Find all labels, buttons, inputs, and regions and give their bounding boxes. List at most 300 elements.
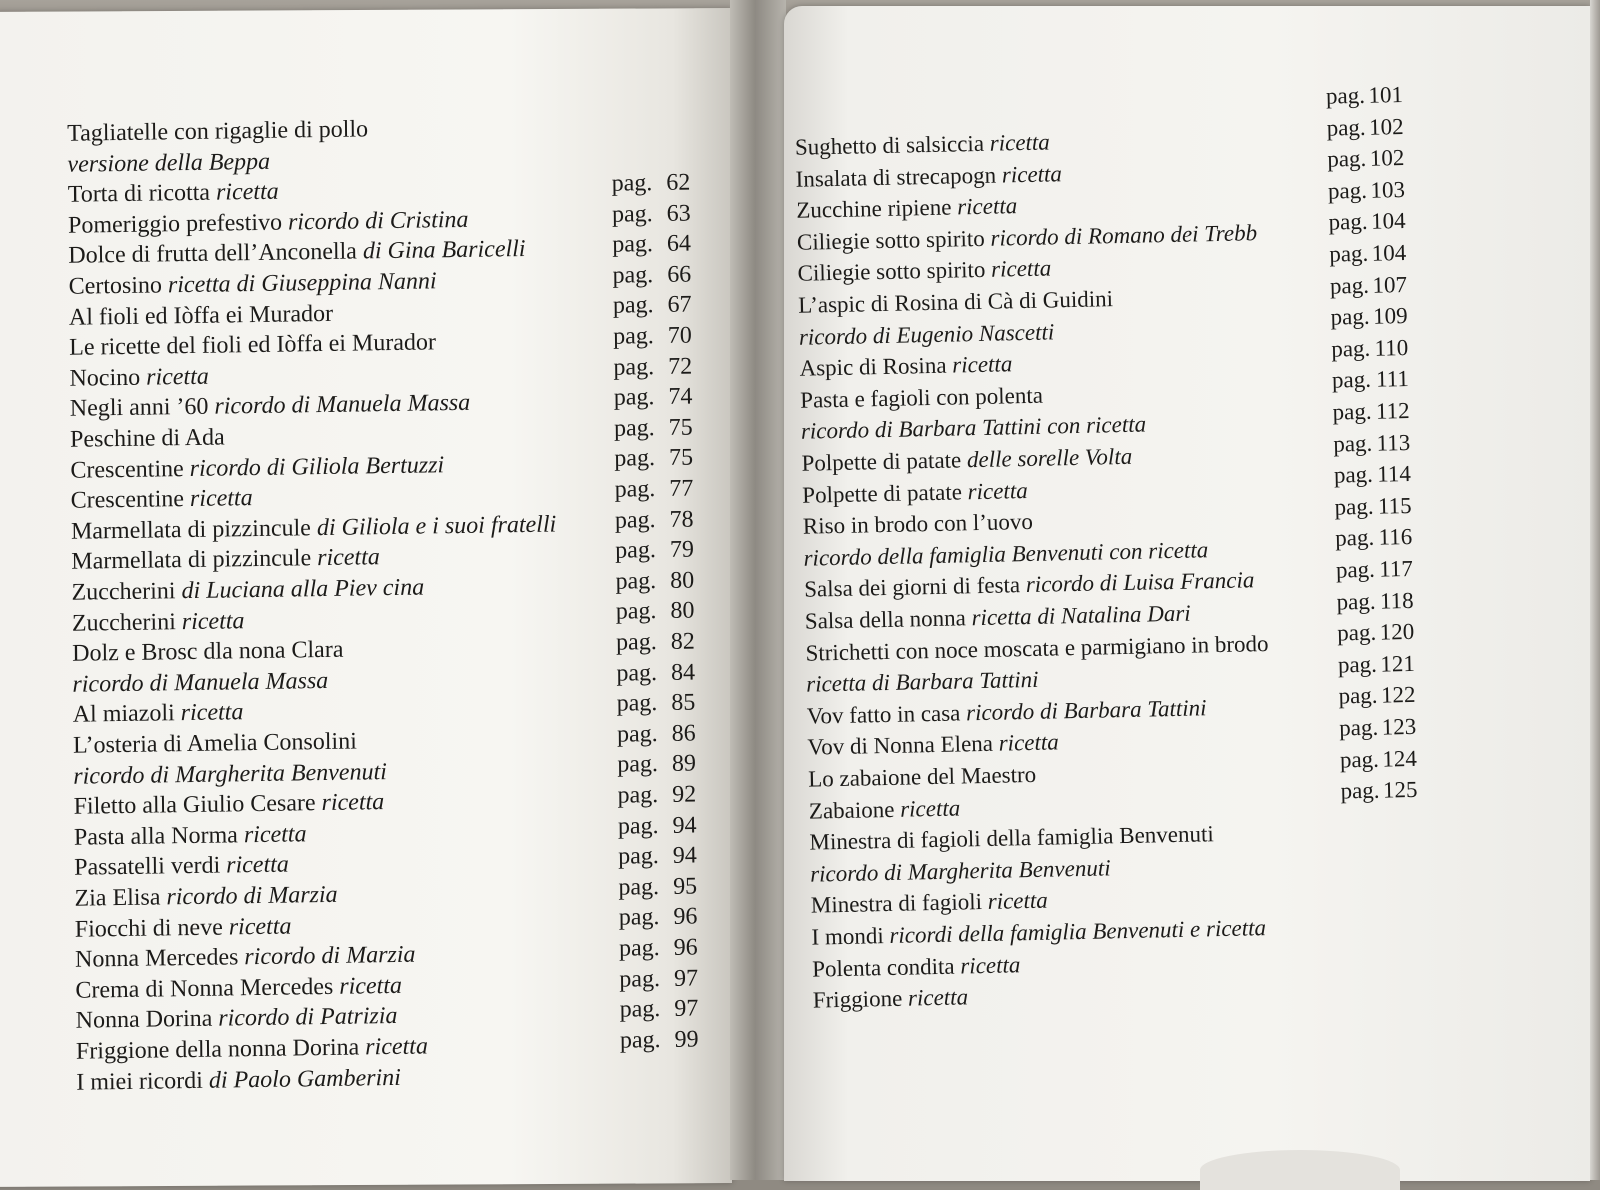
page-value: 97	[674, 995, 699, 1023]
toc-entry	[797, 219, 1258, 256]
entry-title: Zuccherini	[71, 578, 182, 606]
page-label: pag.	[617, 812, 659, 840]
toc-entry	[76, 1064, 401, 1096]
entry-subtitle: ricordo di Cristina	[287, 206, 469, 236]
page-label: pag.	[613, 384, 655, 411]
entry-title: Nocino	[69, 364, 147, 392]
page-label: pag.	[619, 996, 661, 1023]
entry-subtitle: ricordi della famiglia Benvenuti e ricetta	[889, 915, 1267, 948]
page-value: 101	[1368, 82, 1404, 108]
page-value: 92	[672, 781, 697, 808]
entry-title: Salsa dei giorni di festa	[803, 572, 1027, 603]
entry-title: Polenta condita	[811, 953, 961, 982]
toc-entry	[805, 630, 1269, 667]
page-value: 72	[668, 353, 693, 380]
page-number	[612, 170, 691, 198]
page-number	[1334, 460, 1412, 489]
page-value: 63	[666, 200, 691, 227]
entry-subtitle: ricetta di Barbara Tattini	[805, 667, 1039, 697]
page-value: 117	[1378, 555, 1414, 582]
entry-subtitle: ricetta	[365, 1033, 429, 1061]
page-value: 107	[1372, 271, 1408, 298]
page-label: pag.	[618, 873, 660, 901]
entry-title: Al miazoli	[72, 700, 181, 729]
entry-title: Filetto alla Giulio Cesare	[73, 790, 322, 820]
toc-entry	[69, 300, 333, 331]
toc-entry	[76, 1003, 398, 1035]
entry-title: Passatelli verdi	[74, 852, 227, 882]
page-value: 102	[1369, 145, 1405, 171]
page-number	[613, 323, 692, 351]
page-value: 78	[669, 506, 694, 533]
page-number	[1335, 523, 1413, 552]
entry-subtitle: ricetta	[998, 729, 1060, 757]
entry-subtitle: ricetta	[339, 972, 403, 1000]
entry-title: Negli anni ’60	[69, 394, 215, 423]
page-value: 111	[1375, 366, 1410, 393]
entry-subtitle: ricetta	[181, 607, 245, 635]
page-label: pag.	[1334, 493, 1374, 520]
page-label: pag.	[612, 292, 654, 320]
entry-title: Torta di ricotta	[67, 179, 217, 208]
entry-subtitle: di Gina Baricelli	[362, 236, 526, 265]
entry-title: I miei ricordi	[76, 1067, 210, 1096]
page-value: 85	[671, 689, 696, 717]
page-value: 104	[1370, 208, 1406, 235]
toc-entry	[804, 567, 1255, 603]
page-number	[615, 476, 694, 504]
page-label: pag.	[616, 659, 658, 687]
entry-subtitle: ricetta	[907, 984, 969, 1011]
entry-title: Aspic di Rosina	[799, 352, 953, 381]
toc-entry	[70, 390, 471, 423]
page-number	[1340, 776, 1418, 805]
toc-entry	[803, 508, 1034, 540]
page-label: pag.	[615, 537, 657, 564]
entry-title: Friggione della nonna Dorina	[75, 1034, 366, 1065]
entry-title: Riso in brodo con l’uovo	[802, 509, 1034, 539]
page-value: 120	[1379, 619, 1415, 645]
page-number	[618, 843, 697, 871]
page-number	[1326, 81, 1404, 110]
page-number	[616, 629, 695, 657]
toc-entry	[74, 852, 289, 882]
toc-entry	[67, 116, 368, 147]
entry-subtitle: ricordo di Barbara Tattini con ricetta	[800, 411, 1147, 445]
page-number	[1330, 271, 1408, 300]
entry-title: Fiocchi di neve	[74, 914, 229, 943]
page-label: pag.	[614, 445, 656, 473]
entry-subtitle: ricetta	[189, 485, 253, 513]
toc-entry	[73, 729, 357, 760]
toc-entry	[812, 951, 1021, 982]
entry-title: Friggione	[812, 985, 909, 1013]
entry-subtitle: di Giliola e i suoi fratelli	[316, 511, 557, 541]
right-page	[784, 6, 1590, 1181]
page-number	[1340, 745, 1418, 774]
toc-entry	[811, 914, 1266, 951]
toc-entry	[68, 236, 525, 270]
page-number	[1333, 429, 1411, 458]
toc-entry	[69, 364, 209, 393]
page-label: pag.	[1333, 430, 1373, 457]
toc-entry	[811, 887, 1048, 919]
entry-title: Minestra di fagioli	[810, 889, 989, 919]
entry-title: Crescentine	[70, 455, 190, 484]
page-value: 116	[1378, 524, 1413, 551]
page-label: pag.	[1330, 303, 1370, 330]
entry-subtitle: ricordo della famiglia Benvenuti con ricetta	[803, 537, 1209, 571]
page-value: 82	[670, 628, 695, 655]
page-value: 77	[669, 475, 694, 502]
page-label: pag.	[613, 353, 655, 381]
toc-entry	[809, 820, 1214, 855]
page-number	[1336, 587, 1414, 616]
toc-entry	[72, 637, 343, 668]
entry-title: Dolce di frutta dell’Anconella	[68, 238, 364, 270]
page-value: 96	[673, 903, 698, 931]
page-number	[620, 996, 699, 1024]
page-value: 125	[1382, 777, 1418, 803]
entry-subtitle: ricetta	[960, 951, 1021, 979]
toc-entry	[799, 318, 1055, 350]
page-value: 112	[1375, 397, 1410, 424]
page-number	[617, 720, 696, 748]
toc-entry	[70, 452, 444, 485]
right-page-edge	[1590, 0, 1600, 1180]
entry-subtitle: ricordo di Margherita Benvenuti	[809, 855, 1111, 887]
page-value: 99	[674, 1026, 699, 1053]
page-value: 96	[673, 934, 698, 961]
toc-entry	[797, 255, 1051, 287]
page-label: pag.	[614, 506, 656, 534]
page-label: pag.	[612, 231, 654, 258]
page-number	[615, 537, 694, 565]
page-number	[618, 873, 697, 901]
entry-title: Ciliegie sotto spirito	[796, 225, 991, 255]
entry-subtitle: ricordo di Barbara Tattini	[965, 695, 1207, 726]
toc-entry	[801, 411, 1147, 445]
toc-entry	[806, 666, 1039, 698]
entry-title: Strichetti con noce moscata e parmigiano in brodo	[805, 630, 1269, 666]
page-label: pag.	[1337, 651, 1378, 678]
toc-entry	[70, 424, 225, 453]
entry-title: Pasta alla Norma	[73, 822, 245, 851]
toc-entry	[71, 511, 556, 545]
entry-title: Tagliatelle con rigaglie di pollo	[67, 116, 369, 147]
entry-subtitle: ricetta	[989, 129, 1051, 156]
page-label: pag.	[613, 323, 654, 350]
entry-title: Lo zabaione del Maestro	[807, 761, 1037, 792]
page-number	[613, 353, 692, 381]
page-label: pag.	[1333, 461, 1374, 488]
toc-entry	[75, 942, 416, 974]
page-number	[1331, 334, 1409, 363]
toc-entry	[808, 761, 1037, 793]
entry-subtitle: ricordo di Luisa Francia	[1025, 567, 1255, 598]
entry-title: Vov fatto in casa	[806, 700, 967, 729]
page-label: pag.	[611, 170, 653, 197]
entry-title: Insalata di strecapogn	[795, 162, 1003, 192]
page-label: pag.	[1327, 177, 1368, 204]
entry-title: Salsa della nonna	[804, 605, 972, 634]
entry-subtitle: ricordo di Marzia	[166, 881, 338, 911]
page-number	[617, 782, 696, 810]
entry-subtitle: ricordo di Manuela Massa	[72, 667, 329, 698]
page-number	[615, 506, 694, 534]
page-label: pag.	[616, 720, 658, 748]
toc-entry	[76, 1033, 428, 1065]
entry-subtitle: ricetta	[226, 851, 289, 879]
page-label: pag.	[618, 904, 660, 932]
page-number	[612, 231, 691, 259]
page-label: pag.	[1331, 335, 1371, 362]
entry-title: Vov di Nonna Elena	[807, 731, 999, 761]
toc-entry	[71, 545, 380, 577]
entry-subtitle: ricetta	[228, 913, 292, 941]
toc-entry	[73, 700, 244, 730]
page-curl	[1200, 1150, 1400, 1190]
toc-entry	[795, 160, 1062, 193]
entry-title: Polpette di patate	[801, 478, 968, 508]
page-value: 122	[1380, 682, 1416, 709]
page-label: pag.	[1339, 746, 1380, 773]
page-label: pag.	[618, 935, 660, 962]
page-label: pag.	[613, 414, 655, 442]
page-label: pag.	[1338, 683, 1378, 709]
entry-subtitle: delle sorelle Volta	[966, 443, 1133, 473]
page-value: 121	[1380, 650, 1416, 677]
toc-entry	[74, 882, 337, 913]
book-gutter	[730, 0, 786, 1180]
entry-subtitle: ricetta	[243, 821, 307, 849]
page-number	[612, 261, 691, 289]
entry-subtitle: di Luciana alla Piev cina	[181, 574, 425, 605]
page-value: 104	[1371, 240, 1407, 266]
toc-entry	[800, 381, 1043, 413]
entry-subtitle: ricetta di Giuseppina Nanni	[167, 268, 437, 299]
page-number	[1338, 681, 1416, 710]
page-number	[619, 965, 698, 993]
page-label: pag.	[619, 965, 661, 993]
page-value: 86	[671, 720, 696, 747]
entry-subtitle: di Paolo Gamberini	[208, 1064, 402, 1094]
page-value: 89	[671, 750, 697, 778]
page-value: 94	[672, 812, 697, 839]
entry-title: Marmellata di pizzincule	[70, 514, 318, 545]
entry-subtitle: ricetta	[146, 363, 209, 391]
page-label: pag.	[616, 690, 658, 717]
page-number	[1329, 239, 1407, 268]
page-number	[616, 598, 695, 626]
page-label: pag.	[1340, 777, 1380, 804]
page-value: 64	[666, 230, 692, 258]
entry-title: Polpette di patate	[801, 447, 968, 476]
page-value: 79	[669, 536, 695, 564]
page-value: 114	[1376, 461, 1412, 487]
entry-title: Zuccherini	[71, 608, 182, 637]
page-number	[619, 934, 698, 962]
toc-entry	[75, 973, 402, 1005]
page-label: pag.	[1329, 272, 1370, 299]
page-label: pag.	[1338, 714, 1379, 741]
page-value: 75	[668, 414, 693, 441]
toc-entry	[71, 485, 253, 515]
entry-subtitle: versione della Beppa	[67, 148, 271, 178]
page-label: pag.	[617, 782, 659, 809]
page-number	[614, 384, 693, 412]
page-label: pag.	[1327, 146, 1367, 172]
page-number	[615, 567, 694, 595]
toc-entry	[795, 128, 1050, 160]
page-value: 75	[668, 444, 694, 472]
page-value: 67	[667, 291, 692, 319]
toc-entry	[805, 600, 1191, 635]
entry-title: Sughetto di salsiccia	[794, 130, 991, 160]
entry-subtitle: ricetta di Natalina Dari	[971, 600, 1191, 631]
toc-entry	[802, 477, 1028, 509]
entry-title: Peschine di Ada	[69, 424, 225, 453]
entry-subtitle: ricordo di Giliola Bertuzzi	[189, 451, 445, 482]
page-number	[618, 812, 697, 840]
page-number	[1326, 113, 1404, 142]
entry-title: Ciliegie sotto spirito	[797, 257, 992, 287]
page-value: 103	[1370, 176, 1406, 203]
page-value: 123	[1381, 713, 1417, 740]
page-value: 74	[668, 383, 693, 411]
page-label: pag.	[1335, 556, 1376, 583]
page-number	[617, 690, 696, 718]
toc-entry	[75, 913, 292, 943]
toc-entry	[807, 694, 1207, 729]
entry-title: Certosino	[68, 272, 169, 300]
page-value: 70	[667, 322, 692, 349]
entry-subtitle: ricetta	[956, 193, 1018, 220]
page-label: pag.	[615, 598, 657, 626]
toc-entry	[68, 179, 279, 209]
page-label: pag.	[1331, 367, 1372, 393]
entry-subtitle: ricetta	[317, 544, 380, 572]
page-number	[614, 414, 693, 442]
page-number	[1338, 650, 1416, 679]
entry-subtitle: ricetta	[967, 477, 1028, 504]
toc-entry	[809, 794, 961, 824]
entry-subtitle: ricordo di Marzia	[244, 941, 416, 971]
page-label: pag.	[1336, 588, 1376, 615]
entry-title: I mondi	[811, 922, 890, 950]
page-label: pag.	[615, 629, 657, 656]
page-number	[620, 1026, 699, 1054]
toc-entry	[69, 268, 437, 300]
page-label: pag.	[1326, 114, 1366, 141]
toc-entry	[810, 854, 1111, 887]
page-number	[1327, 144, 1405, 173]
page-number	[1337, 618, 1415, 647]
page-label: pag.	[618, 843, 659, 870]
entry-subtitle: ricordo di Romano dei Trebb	[990, 219, 1258, 251]
page-value: 110	[1374, 334, 1409, 361]
toc-entry	[67, 148, 270, 178]
page-label: pag.	[612, 261, 654, 289]
page-label: pag.	[611, 200, 653, 228]
page-value: 80	[670, 567, 695, 594]
entry-title: Dolz e Brosc dla nona Clara	[72, 636, 344, 667]
toc-entry	[68, 207, 469, 240]
toc-entry	[72, 668, 328, 699]
toc-entry	[807, 729, 1059, 761]
entry-title: Pomeriggio prefestivo	[67, 209, 289, 239]
toc-entry	[74, 821, 307, 851]
toc-entry	[71, 575, 424, 607]
page-value: 95	[672, 873, 698, 900]
toc-entry	[73, 759, 387, 791]
toc-entry	[69, 330, 436, 362]
entry-title: Crema di Nonna Mercedes	[75, 973, 340, 1004]
entry-title: L’aspic di Rosina di Cà di Guidini	[798, 286, 1114, 318]
toc-entry	[799, 350, 1012, 381]
toc-entry	[813, 984, 969, 1014]
page-value: 84	[670, 659, 696, 686]
page-value: 94	[672, 842, 697, 870]
entry-subtitle: ricordo di Manuela Massa	[214, 390, 471, 421]
page-number	[1332, 397, 1410, 426]
entry-title: Zabaione	[808, 796, 901, 824]
toc-entry	[803, 536, 1208, 571]
page-number	[1328, 176, 1406, 205]
entry-subtitle: ricordo di Margherita Benvenuti	[73, 758, 387, 790]
page-label: pag.	[1329, 240, 1369, 267]
toc-entry	[72, 608, 245, 638]
entry-title: Crescentine	[70, 486, 191, 514]
page-label: pag.	[614, 476, 656, 503]
entry-subtitle: ricetta	[952, 351, 1013, 378]
page-value: 102	[1368, 113, 1404, 140]
entry-title: Nonna Mercedes	[74, 944, 245, 973]
page-number	[614, 445, 693, 473]
toc-entry	[801, 443, 1132, 477]
entry-title: Nonna Dorina	[75, 1005, 219, 1035]
page-label: pag.	[617, 751, 659, 779]
entry-title: Pasta e fagioli con polenta	[799, 382, 1044, 413]
entry-subtitle: ricetta	[1001, 160, 1063, 188]
page-label: pag.	[615, 567, 657, 595]
page-label: pag.	[1325, 82, 1366, 109]
page-number	[613, 292, 692, 320]
entry-subtitle: ricordo di Eugenio Nascetti	[798, 319, 1055, 350]
entry-subtitle: ricetta	[215, 178, 279, 206]
page-value: 80	[670, 597, 695, 625]
entry-title: Marmellata di pizzincule	[71, 545, 318, 576]
page-value: 62	[666, 169, 691, 196]
page-number	[619, 904, 698, 932]
entry-subtitle: ricetta	[987, 888, 1049, 915]
page-label: pag.	[1328, 209, 1368, 236]
page-number	[1339, 713, 1417, 742]
page-number	[1332, 365, 1410, 394]
entry-subtitle: ricetta	[180, 699, 244, 727]
page-number	[1330, 302, 1408, 331]
page-value: 109	[1372, 303, 1408, 329]
entry-subtitle: ricetta	[899, 795, 961, 822]
entry-subtitle: ricetta	[321, 789, 385, 817]
page-number	[1328, 207, 1406, 236]
page-value: 118	[1379, 587, 1414, 614]
page-value: 113	[1376, 429, 1411, 456]
page-value: 124	[1382, 745, 1418, 772]
page-number	[612, 200, 691, 228]
page-value: 66	[667, 261, 692, 288]
page-number	[616, 659, 695, 687]
